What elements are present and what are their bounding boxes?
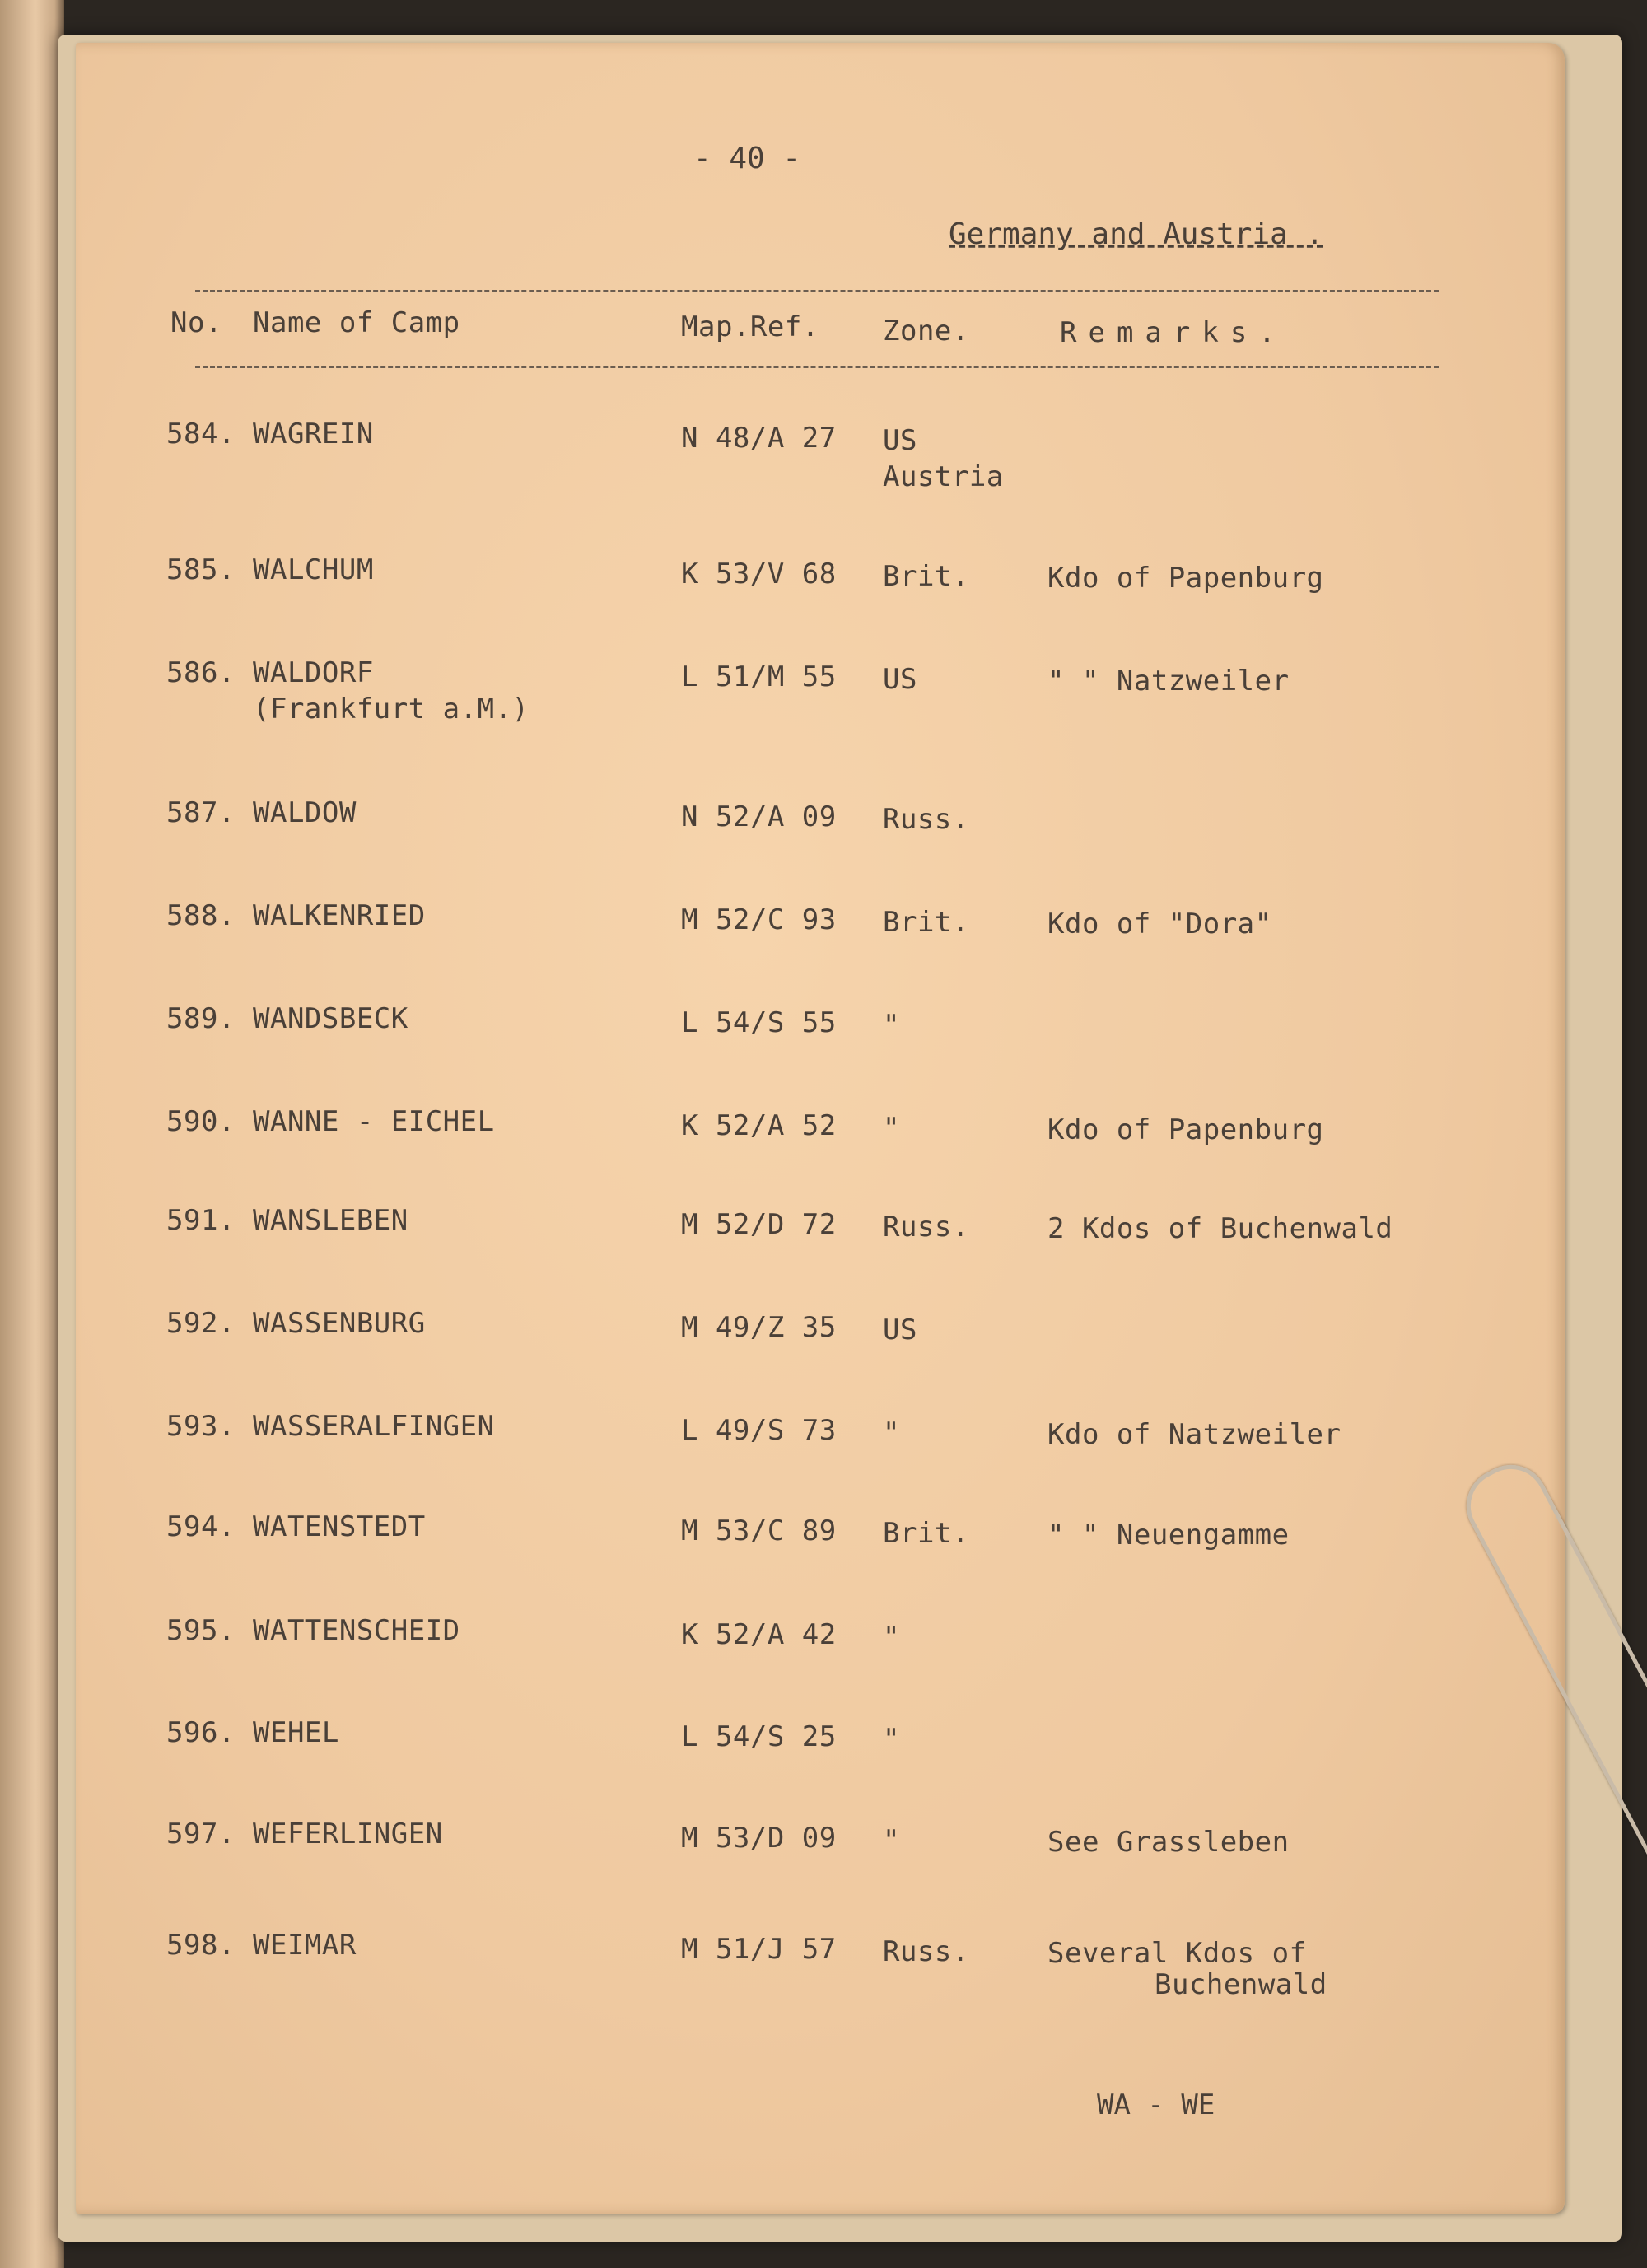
camp-name: WEHEL <box>253 1716 339 1749</box>
zone: " <box>883 1112 900 1145</box>
remarks: 2 Kdos of Buchenwald <box>1047 1212 1393 1245</box>
header-rule-top <box>195 290 1439 292</box>
row-number: 587. <box>166 796 236 829</box>
remarks: Several Kdos of <box>1047 1937 1307 1970</box>
camp-name: WASSENBURG <box>253 1307 426 1340</box>
table-row <box>76 1410 1565 1476</box>
row-number: 597. <box>166 1818 236 1850</box>
zone: " <box>883 1621 900 1654</box>
table-row <box>76 1818 1565 1883</box>
row-number: 586. <box>166 656 236 689</box>
map-ref: L 54/S 25 <box>681 1720 837 1753</box>
row-number: 594. <box>166 1510 236 1543</box>
row-number: 598. <box>166 1929 236 1962</box>
table-row <box>76 553 1565 619</box>
row-number: 595. <box>166 1614 236 1647</box>
row-number: 589. <box>166 1002 236 1035</box>
table-row <box>76 1929 1565 2001</box>
table-row <box>76 899 1565 965</box>
remarks: Kdo of "Dora" <box>1047 908 1272 940</box>
map-ref: N 48/A 27 <box>681 422 837 455</box>
map-ref: K 53/V 68 <box>681 558 837 590</box>
map-ref: M 53/C 89 <box>681 1514 837 1547</box>
map-ref: L 54/S 55 <box>681 1006 837 1039</box>
zone: Russ. <box>883 803 969 836</box>
camp-name: WAGREIN <box>253 418 374 450</box>
row-number: 593. <box>166 1410 236 1443</box>
camp-name: WALCHUM <box>253 553 374 586</box>
facing-page-edge <box>0 0 64 2268</box>
camp-name: WANDSBECK <box>253 1002 408 1035</box>
row-number: 588. <box>166 899 236 932</box>
map-ref: M 53/D 09 <box>681 1822 837 1855</box>
header-zone: Zone. <box>883 315 969 348</box>
camp-name: WATENSTEDT <box>253 1510 426 1543</box>
map-ref: L 51/M 55 <box>681 660 837 693</box>
remarks-line2: Buchenwald <box>1155 1968 1327 2001</box>
camp-name: WALDOW <box>253 796 357 829</box>
camp-name: WALKENRIED <box>253 899 426 932</box>
region-title: Germany and Austria . <box>949 217 1324 251</box>
table-row <box>76 796 1565 862</box>
header-map-ref: Map.Ref. <box>681 310 819 343</box>
table-row <box>76 1002 1565 1068</box>
map-ref: K 52/A 42 <box>681 1618 837 1651</box>
remarks: " " Natzweiler <box>1047 665 1290 698</box>
zone-line2: Austria <box>883 460 1004 493</box>
zone: Russ. <box>883 1935 969 1968</box>
remarks: Kdo of Papenburg <box>1047 1113 1324 1146</box>
map-ref: L 49/S 73 <box>681 1414 837 1447</box>
table-row <box>76 1614 1565 1680</box>
header-name-of-camp: Name of Camp <box>253 306 460 339</box>
header-rule-bottom <box>195 366 1439 368</box>
remarks: Kdo of Natzweiler <box>1047 1418 1341 1451</box>
remarks: Kdo of Papenburg <box>1047 562 1324 595</box>
zone: Brit. <box>883 560 969 593</box>
zone: " <box>883 1723 900 1756</box>
row-number: 585. <box>166 553 236 586</box>
zone: US <box>883 424 917 457</box>
header-no: No. <box>170 306 222 339</box>
row-number: 591. <box>166 1204 236 1237</box>
camp-name: WEFERLINGEN <box>253 1818 443 1850</box>
camp-name: WATTENSCHEID <box>253 1614 460 1647</box>
zone: " <box>883 1009 900 1042</box>
camp-name: WANSLEBEN <box>253 1204 408 1237</box>
row-number: 584. <box>166 418 236 450</box>
document-page <box>76 43 1565 2214</box>
row-number: 596. <box>166 1716 236 1749</box>
map-ref: M 52/D 72 <box>681 1208 837 1241</box>
camp-name-line2: (Frankfurt a.M.) <box>253 693 530 726</box>
camp-name: WALDORF <box>253 656 374 689</box>
remarks: " " Neuengamme <box>1047 1519 1290 1552</box>
zone: Brit. <box>883 1517 969 1550</box>
row-number: 592. <box>166 1307 236 1340</box>
table-row <box>76 1510 1565 1576</box>
zone: " <box>883 1416 900 1449</box>
camp-name: WEIMAR <box>253 1929 357 1962</box>
page-number: - 40 - <box>693 142 801 175</box>
map-ref: M 51/J 57 <box>681 1933 837 1966</box>
zone: US <box>883 1314 917 1346</box>
camp-name: WANNE - EICHEL <box>253 1105 495 1138</box>
map-ref: M 49/Z 35 <box>681 1311 837 1344</box>
table-row <box>76 1105 1565 1171</box>
map-ref: N 52/A 09 <box>681 800 837 833</box>
table-row <box>76 656 1565 726</box>
table-row <box>76 1307 1565 1373</box>
table-row <box>76 1204 1565 1270</box>
zone: " <box>883 1824 900 1857</box>
table-row <box>76 1716 1565 1782</box>
header-remarks: Remarks. <box>1060 316 1287 349</box>
map-ref: M 52/C 93 <box>681 903 837 936</box>
zone: Brit. <box>883 906 969 939</box>
zone: US <box>883 663 917 696</box>
map-ref: K 52/A 52 <box>681 1109 837 1142</box>
zone: Russ. <box>883 1211 969 1244</box>
row-number: 590. <box>166 1105 236 1138</box>
remarks: See Grassleben <box>1047 1826 1290 1859</box>
table-row <box>76 418 1565 493</box>
footer-index: WA - WE <box>1097 2088 1215 2121</box>
camp-name: WASSERALFINGEN <box>253 1410 495 1443</box>
